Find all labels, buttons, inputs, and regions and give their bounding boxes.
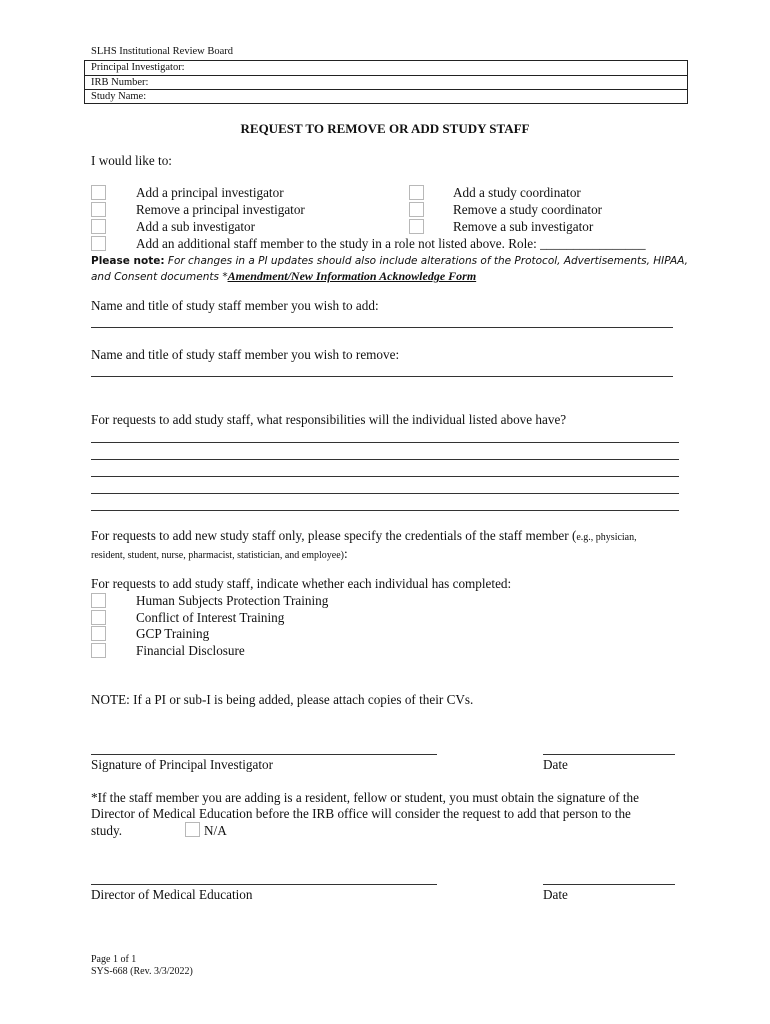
cv-note: NOTE: If a PI or sub-I is being added, please attach copies of their CVs. bbox=[91, 692, 474, 707]
revision-code: SYS-668 (Rev. 3/3/2022) bbox=[91, 966, 193, 977]
pi-date-line[interactable] bbox=[543, 754, 675, 755]
note-label: Please note: bbox=[91, 255, 165, 267]
training-conflict-of-interest: Conflict of Interest Training bbox=[136, 610, 285, 625]
dme-signature-label: Director of Medical Education bbox=[91, 887, 253, 902]
checkbox-remove-coordinator[interactable] bbox=[409, 202, 424, 217]
option-remove-pi: Remove a principal investigator bbox=[136, 202, 305, 217]
dme-date-label: Date bbox=[543, 887, 568, 902]
checkbox-financial-disclosure[interactable] bbox=[91, 643, 106, 658]
option-remove-coordinator: Remove a study coordinator bbox=[453, 202, 603, 217]
credentials-examples-1: e.g., physician, bbox=[576, 532, 637, 543]
remove-name-label: Name and title of study staff member you wish to remove: bbox=[91, 347, 400, 362]
checkbox-conflict-of-interest[interactable] bbox=[91, 610, 106, 625]
note-text-2: and Consent documents * bbox=[91, 271, 228, 283]
training-gcp: GCP Training bbox=[136, 626, 210, 641]
page-title: REQUEST TO REMOVE OR ADD STUDY STAFF bbox=[240, 121, 530, 136]
checkbox-add-other-role[interactable] bbox=[91, 236, 106, 251]
checkbox-add-pi[interactable] bbox=[91, 185, 106, 200]
please-note-line2 bbox=[91, 267, 476, 285]
amendment-form-link[interactable]: Amendment/New Information Acknowledge Form bbox=[227, 269, 477, 283]
checkbox-na[interactable] bbox=[185, 822, 200, 837]
irb-number-field[interactable]: IRB Number: bbox=[85, 75, 687, 89]
option-add-coordinator: Add a study coordinator bbox=[453, 185, 581, 200]
credentials-examples-2: resident, student, nurse, pharmacist, statistician, and employee) bbox=[91, 550, 344, 561]
credentials-line2 bbox=[91, 545, 348, 563]
pi-signature-label: Signature of Principal Investigator bbox=[91, 757, 274, 772]
option-remove-sub-investigator: Remove a sub investigator bbox=[453, 219, 594, 234]
credentials-line1 bbox=[91, 527, 637, 545]
page-number: Page 1 of 1 bbox=[91, 954, 137, 965]
responsibilities-line[interactable] bbox=[91, 459, 679, 460]
note-text-1: For changes in a PI updates should also include alterations of the Protocol, Advertisements, HIPAA, bbox=[164, 255, 688, 267]
checkbox-human-subjects[interactable] bbox=[91, 593, 106, 608]
training-label: For requests to add study staff, indicate whether each individual has completed: bbox=[91, 576, 512, 591]
intro-text: I would like to: bbox=[91, 153, 172, 168]
option-add-sub-investigator: Add a sub investigator bbox=[136, 219, 256, 234]
pi-field[interactable]: Principal Investigator: bbox=[91, 62, 185, 73]
responsibilities-line[interactable] bbox=[91, 442, 679, 443]
checkbox-remove-sub-investigator[interactable] bbox=[409, 219, 424, 234]
training-human-subjects: Human Subjects Protection Training bbox=[136, 593, 329, 608]
dme-signature-line[interactable] bbox=[91, 884, 437, 885]
option-add-other-role: Add an additional staff member to the study in a role not listed above. Role: ________________ bbox=[136, 236, 646, 251]
pi-date-label: Date bbox=[543, 757, 568, 772]
resident-note-line1: *If the staff member you are adding is a resident, fellow or student, you must obtain the signature of the bbox=[91, 790, 639, 805]
responsibilities-label: For requests to add study staff, what responsibilities will the individual listed above have? bbox=[91, 412, 567, 427]
dme-date-line[interactable] bbox=[543, 884, 675, 885]
resident-note-line2: Director of Medical Education before the IRB office will consider the request to add that person to the bbox=[91, 806, 631, 821]
add-name-label: Name and title of study staff member you wish to add: bbox=[91, 298, 379, 313]
checkbox-add-sub-investigator[interactable] bbox=[91, 219, 106, 234]
responsibilities-line[interactable] bbox=[91, 476, 679, 477]
remove-name-line[interactable] bbox=[91, 376, 673, 377]
checkbox-gcp[interactable] bbox=[91, 626, 106, 641]
study-name-field[interactable]: Study Name: bbox=[85, 89, 687, 103]
option-add-pi: Add a principal investigator bbox=[136, 185, 284, 200]
responsibilities-line[interactable] bbox=[91, 493, 679, 494]
responsibilities-line[interactable] bbox=[91, 510, 679, 511]
checkbox-add-coordinator[interactable] bbox=[409, 185, 424, 200]
add-name-line[interactable] bbox=[91, 327, 673, 328]
credentials-colon: : bbox=[343, 546, 348, 561]
resident-note-line3: study. bbox=[91, 823, 123, 838]
header-table bbox=[84, 60, 688, 104]
na-label: N/A bbox=[204, 823, 227, 838]
training-financial-disclosure: Financial Disclosure bbox=[136, 643, 245, 658]
org-name: SLHS Institutional Review Board bbox=[91, 46, 234, 57]
credentials-text-main: For requests to add new study staff only, please specify the credentials of the staff member ( bbox=[91, 528, 577, 543]
pi-signature-line[interactable] bbox=[91, 754, 437, 755]
checkbox-remove-pi[interactable] bbox=[91, 202, 106, 217]
